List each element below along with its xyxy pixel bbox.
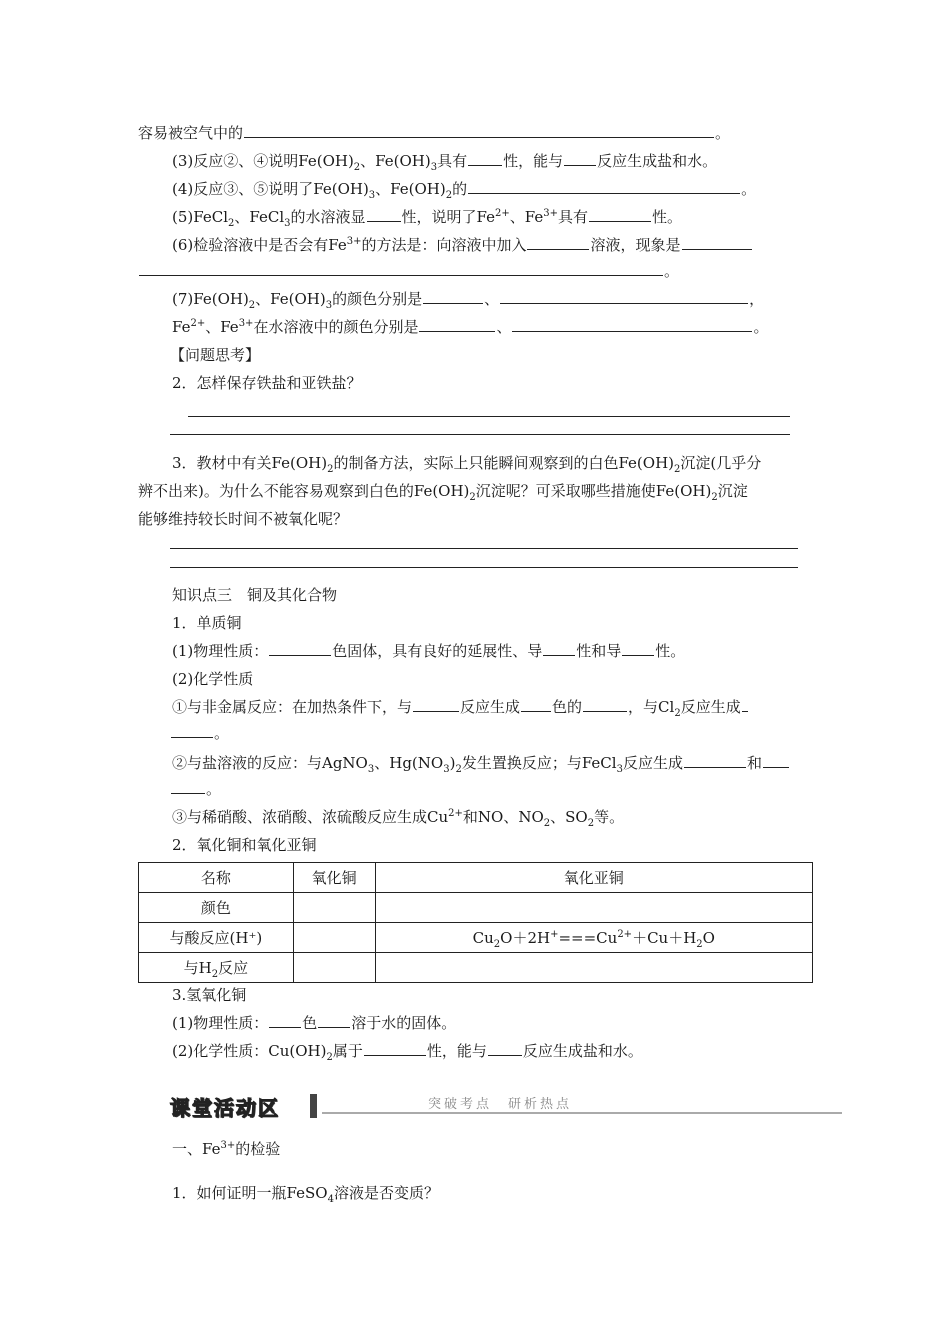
answer-line[interactable] — [188, 416, 790, 417]
question-3-line: (3)反应②、④说明$Fe(OH)_2$、$Fe(OH)_3$具有 性，能与 反应生成盐和水。 — [172, 152, 718, 173]
banner-subtitle: 突破考点 研析热点 — [428, 1097, 573, 1112]
blank[interactable] — [684, 752, 746, 768]
header-cuo: 氧化铜 — [293, 863, 375, 893]
row-label-acid: 与酸反应(H⁺) — [139, 923, 294, 953]
hydroxide-chemical: (2)化学性质：$Cu(OH)_2$属于 性，能与 反应生成盐和水。 — [172, 1042, 643, 1063]
table-row — [139, 953, 813, 983]
blank[interactable] — [521, 696, 551, 712]
blank[interactable] — [423, 288, 483, 304]
row-label-color: 颜色 — [139, 893, 294, 923]
reaction-nonmetal: ①与非金属反应：在加热条件下，与 反应生成 色的 ，与$Cl_2$反应生成 — [172, 696, 749, 718]
classroom-activity-banner — [170, 1088, 840, 1124]
blank[interactable] — [364, 1040, 426, 1056]
knowledge-point-3-title: 知识点三 铜及其化合物 — [172, 586, 338, 604]
copper-oxides-heading: 2．氧化铜和氧化亚铜 — [172, 836, 317, 854]
question-6-line: (6)检验溶液中是否会有$Fe^{3+}$的方法是：向溶液中加入 溶液，现象是 — [172, 234, 753, 256]
blank[interactable] — [583, 696, 627, 712]
question-6-continuation: 。 — [138, 260, 679, 282]
copper-chemical-heading: (2)化学性质 — [172, 670, 254, 688]
question-2: 2．怎样保存铁盐和亚铁盐？ — [172, 374, 362, 392]
blank[interactable] — [244, 122, 714, 138]
blank[interactable] — [468, 178, 740, 194]
question-3-line-1: 3．教材中有关$Fe(OH)_2$的制备方法，实际上只能瞬间观察到的白色$Fe(OH)_2$沉淀(几乎分 — [172, 454, 762, 475]
blank[interactable] — [543, 640, 575, 656]
answer-line[interactable] — [170, 548, 798, 549]
blank[interactable] — [318, 1012, 350, 1028]
blank[interactable] — [171, 722, 213, 738]
blank[interactable] — [413, 696, 459, 712]
copper-element-heading: 1．单质铜 — [172, 614, 242, 632]
cell-cuo-acid[interactable] — [293, 923, 375, 953]
answer-line[interactable] — [170, 567, 798, 568]
banner-divider — [310, 1094, 317, 1118]
header-name: 名称 — [139, 863, 294, 893]
question-4-line: (4)反应③、⑤说明了$Fe(OH)_3$、$Fe(OH)_2$的 。 — [172, 180, 757, 201]
blank[interactable] — [269, 1012, 301, 1028]
blank[interactable] — [419, 316, 495, 332]
line-oxidized-by-air: 容易被空气中的 。 — [138, 124, 731, 142]
blank[interactable] — [682, 234, 752, 250]
blank[interactable] — [269, 640, 331, 656]
cell-cu2o-h2[interactable] — [375, 953, 812, 983]
question-7-line: $(7)Fe(OH)_2$、$Fe(OH)_3$的颜色分别是 、 ， — [172, 290, 765, 311]
blank[interactable] — [763, 752, 789, 768]
cell-cuo-h2[interactable] — [293, 953, 375, 983]
banner-title: 课堂活动区 — [170, 1096, 280, 1120]
hydroxide-physical: (1)物理性质： 色 溶于水的固体。 — [172, 1014, 457, 1032]
cell-cu2o-acid-equation: $Cu_2O+2H^+===Cu^{2+}+Cu+H_2O$ — [375, 923, 812, 953]
copper-physical-properties: (1)物理性质： 色固体，具有良好的延展性、导 性和导 性。 — [172, 642, 686, 660]
question-7-ion-colors: $Fe^{2+}$、$Fe^{3+}$在水溶液中的颜色分别是 、 。 — [172, 318, 769, 336]
copper-oxide-table — [138, 862, 813, 983]
blank[interactable] — [500, 288, 748, 304]
blank[interactable] — [622, 640, 654, 656]
blank[interactable] — [527, 234, 589, 250]
problem-thinking-heading: 【问题思考】 — [170, 346, 261, 364]
activity-question-1: 1．如何证明一瓶FeSO$_4$溶液是否变质？ — [172, 1184, 439, 1205]
reaction-acids: ③与稀硝酸、浓硝酸、浓硫酸反应生成$Cu^{2+}$和NO、$NO_2$、$SO_2$等。 — [172, 808, 625, 829]
blank[interactable] — [512, 316, 752, 332]
cell-cu2o-color[interactable] — [375, 893, 812, 923]
copper-hydroxide-heading: 3.氢氧化铜 — [172, 986, 247, 1004]
blank[interactable] — [139, 260, 663, 276]
answer-line[interactable] — [170, 434, 790, 435]
table-row — [139, 923, 813, 953]
header-cu2o: 氧化亚铜 — [375, 863, 812, 893]
table-row — [139, 863, 813, 893]
table-row — [139, 893, 813, 923]
section-fe3-test-heading: 一、$Fe^{3+}$的检验 — [172, 1140, 281, 1158]
blank[interactable] — [171, 778, 205, 794]
reaction-salt-solution: ②与盐溶液的反应：与AgNO$_3$、$Hg(NO_3)_2$发生置换反应；与FeCl$_3$反应生成 和 — [172, 752, 790, 774]
blank[interactable] — [488, 1040, 522, 1056]
question-5-line: (5)FeCl$_2$、FeCl$_3$的水溶液显 性，说明了$Fe^{2+}$、$Fe^{3+}$具有 性。 — [172, 208, 682, 229]
blank[interactable] — [367, 206, 401, 222]
blank[interactable] — [564, 150, 596, 166]
blank[interactable] — [468, 150, 502, 166]
cell-cuo-color[interactable] — [293, 893, 375, 923]
question-3-line-3: 能够维持较长时间不被氧化呢？ — [138, 510, 349, 528]
blank[interactable] — [742, 696, 748, 712]
reaction-salt-continuation: 。 — [170, 778, 221, 800]
blank[interactable] — [589, 206, 651, 222]
reaction-nonmetal-continuation: 。 — [170, 722, 229, 744]
row-label-h2: 与$H_2$反应 — [139, 953, 294, 983]
banner-rule — [322, 1112, 842, 1114]
question-3-line-2: 辨不出来)。为什么不能容易观察到白色的$Fe(OH)_2$沉淀呢？可采取哪些措施使$Fe(OH)_2$沉淀 — [138, 482, 748, 503]
